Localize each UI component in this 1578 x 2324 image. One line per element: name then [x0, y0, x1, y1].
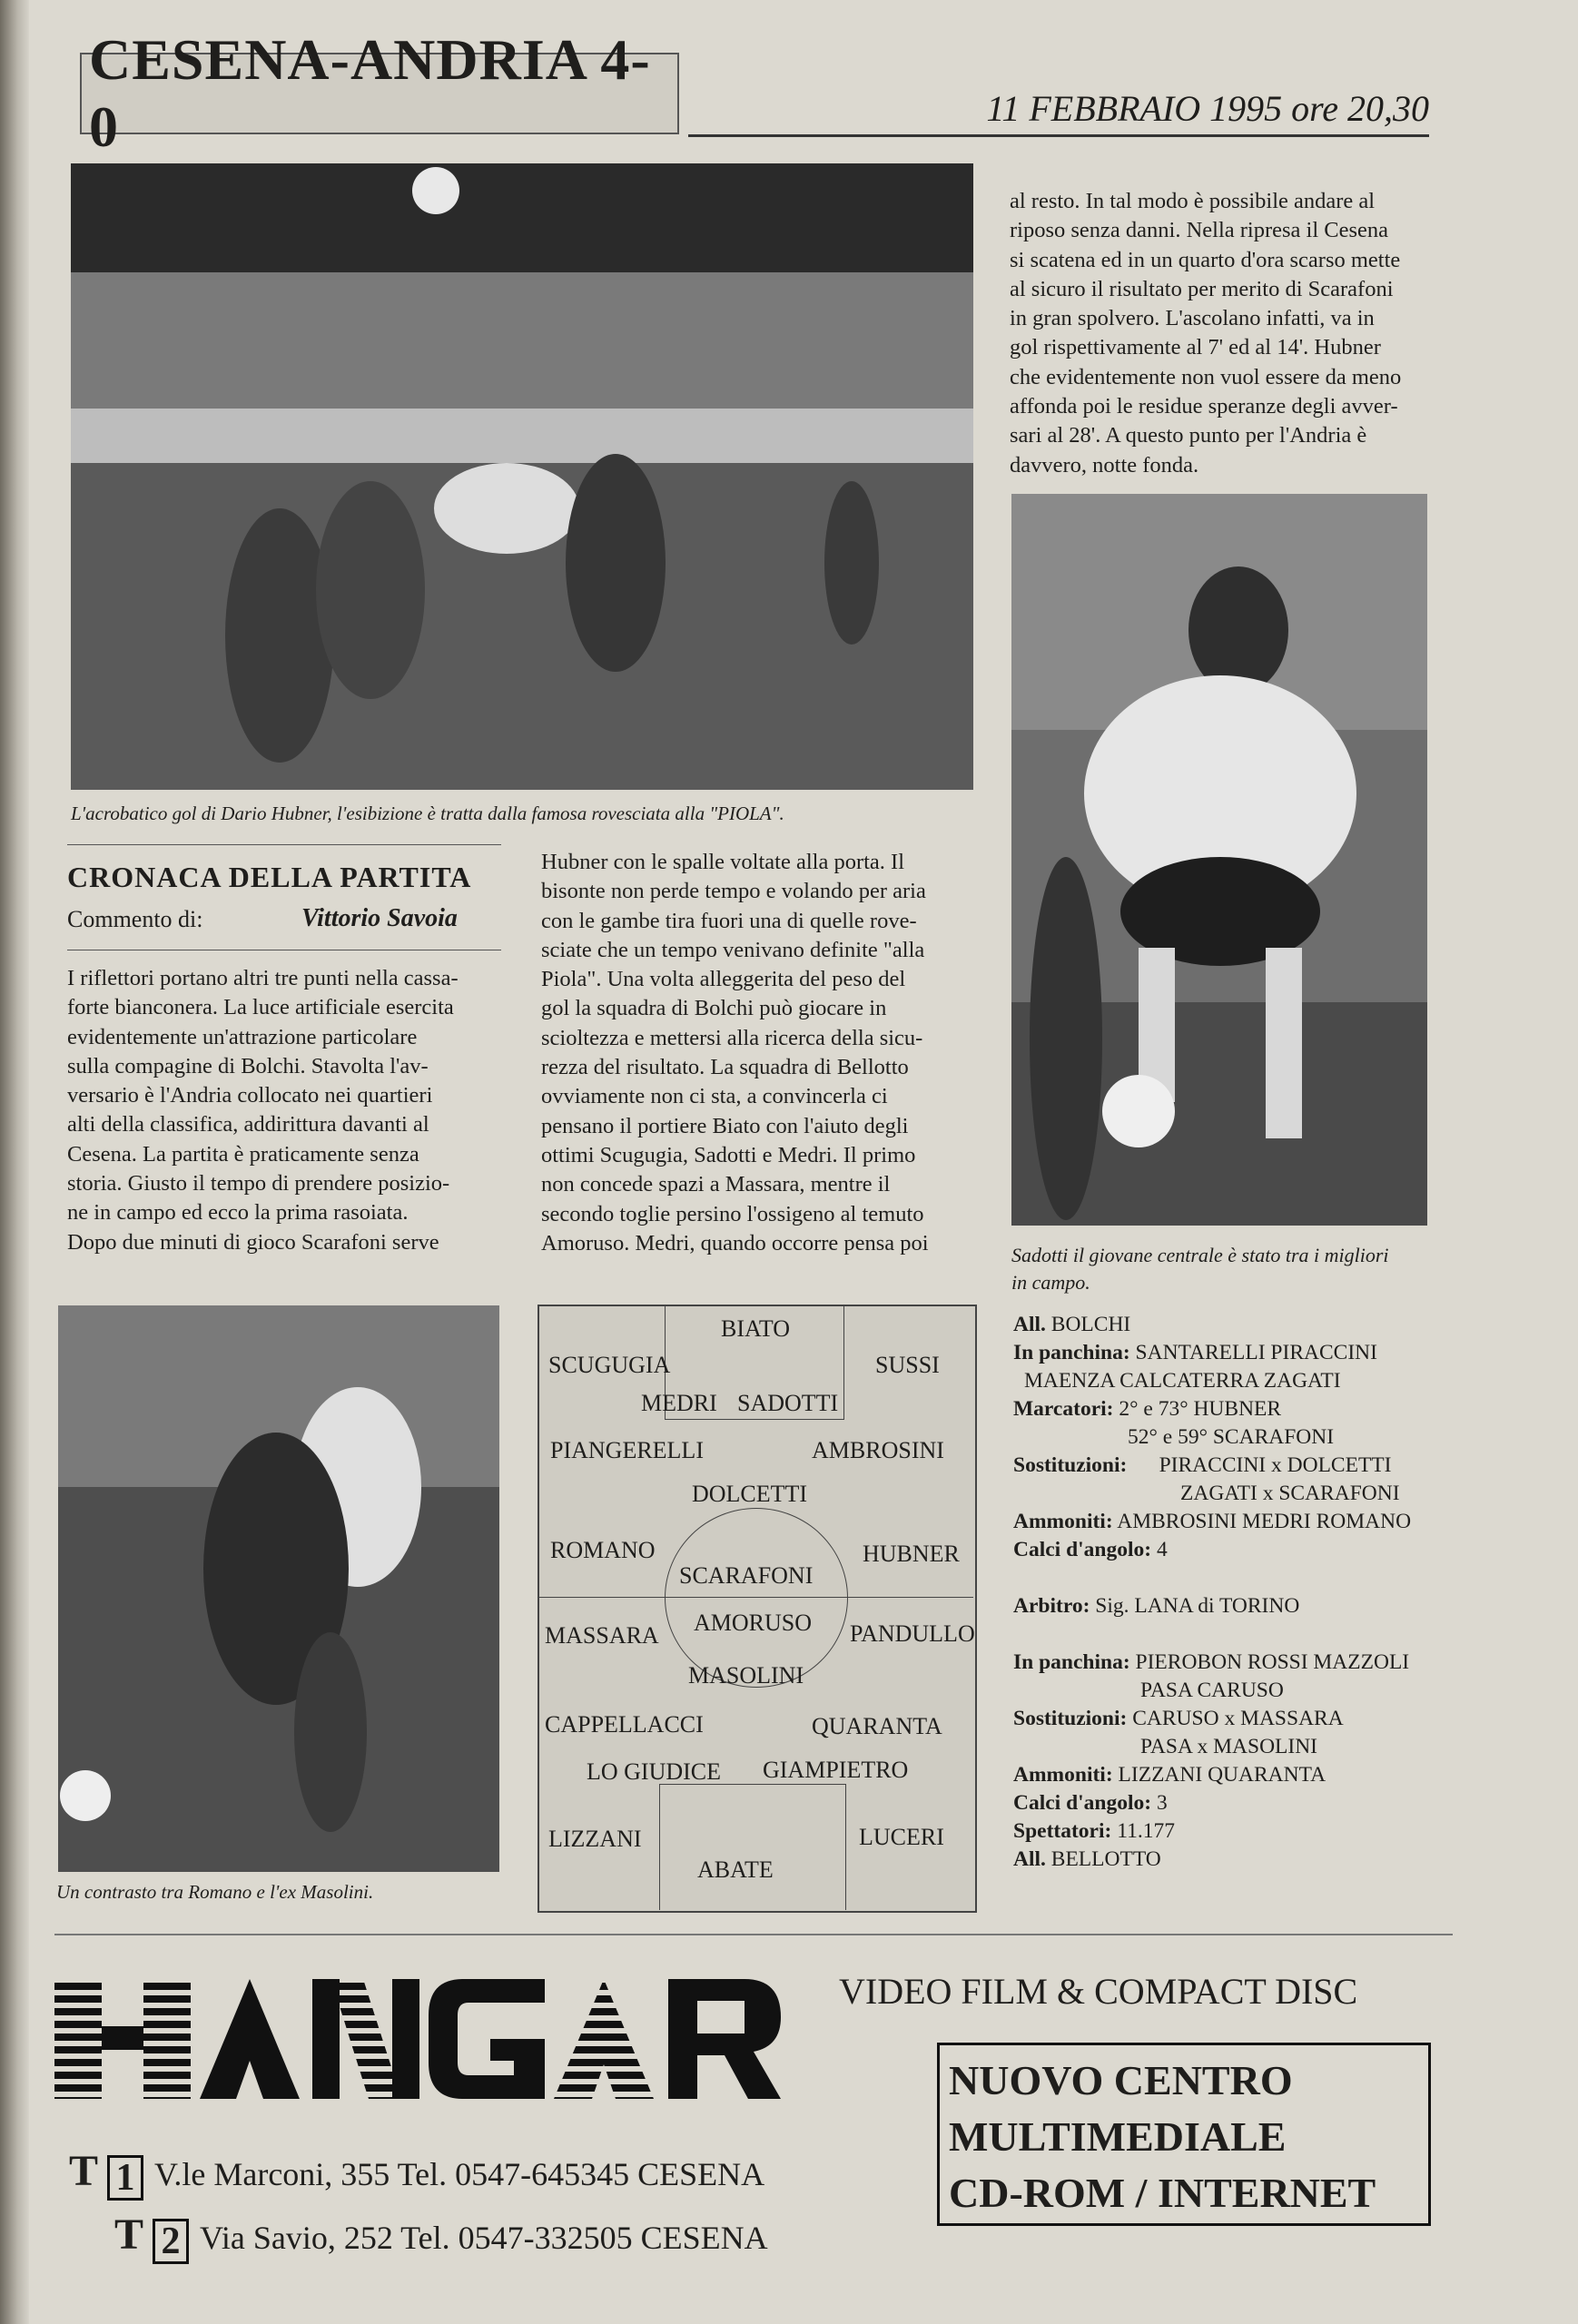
text-line: versario è l'Andria collocato nei quartieri: [67, 1083, 433, 1108]
stat-sostituzioni-andria: [1013, 1705, 1449, 1733]
text-line: non concede spazi a Massara, mentre il: [541, 1172, 891, 1197]
text-line: sulla compagine di Bolchi. Stavolta l'av-: [67, 1053, 429, 1078]
stat-panchina-cesena: [1013, 1339, 1449, 1367]
hangar-logo: [54, 1970, 781, 2111]
stat-ammoniti-andria: [1013, 1761, 1449, 1789]
text-line: in gran spolvero. L'ascolano infatti, va in: [1010, 306, 1375, 331]
player-hubner: HUBNER: [863, 1541, 960, 1567]
match-date: 11 FEBBRAIO 1995 ore 20,30: [986, 88, 1429, 129]
stat-calci-andria: [1013, 1789, 1449, 1817]
text-line: alti della classifica, addirittura davanti al: [67, 1112, 429, 1137]
text-line: pensano il portiere Biato con l'aiuto degli: [541, 1113, 909, 1138]
match-stats: [1013, 1311, 1449, 1874]
stat-value: 2° e 73° HUBNER: [1119, 1397, 1282, 1421]
text-line: ne in campo ed ecco la prima rasoiata.: [67, 1200, 409, 1226]
store-t-letter: T: [69, 2147, 99, 2195]
text-line: al sicuro il risultato per merito di Scarafoni: [1010, 276, 1394, 301]
player-lizzani: LIZZANI: [548, 1826, 642, 1852]
stat-panchina-andria-2: PASA CARUSO: [1140, 1679, 1284, 1702]
text-line: al resto. In tal modo è possibile andare al: [1010, 189, 1376, 213]
hangar-logo-graphic: [54, 1970, 781, 2106]
player-piangerelli: PIANGERELLI: [550, 1437, 704, 1463]
section-title: CRONACA DELLA PARTITA: [67, 861, 472, 893]
player-dolcetti: DOLCETTI: [692, 1481, 808, 1507]
text-line: Cesena. La partita è praticamente senza: [67, 1141, 419, 1167]
stat-ammoniti-cesena: [1013, 1508, 1449, 1536]
right-photo-sadotti: [1011, 494, 1427, 1226]
store-address: V.le Marconi, 355 Tel. 0547-645345 CESENA: [154, 2156, 765, 2192]
ad-tagline: VIDEO FILM & COMPACT DISC: [839, 1971, 1358, 2012]
store-address: Via Savio, 252 Tel. 0547-332505 CESENA: [200, 2220, 768, 2256]
player-masolini: MASOLINI: [688, 1662, 804, 1689]
stat-label: Ammoniti:: [1013, 1763, 1113, 1787]
player-lo-giudice: LO GIUDICE: [587, 1758, 722, 1785]
player-biato: BIATO: [721, 1315, 791, 1342]
text-line: Amoruso. Medri, quando occorre pensa poi: [541, 1230, 929, 1256]
stat-label: Sostituzioni:: [1013, 1453, 1128, 1477]
stat-value: 11.177: [1117, 1819, 1175, 1843]
stat-value: 4: [1156, 1538, 1168, 1561]
stat-allenatore-andria: [1013, 1846, 1449, 1874]
stat-arbitro: [1013, 1592, 1449, 1620]
stat-sostituzioni-cesena-2: ZAGATI x SCARAFONI: [1180, 1482, 1400, 1505]
stat-value: BOLCHI: [1050, 1313, 1131, 1336]
ad-separator: [54, 1934, 1453, 1935]
spacer: [1013, 1620, 1449, 1649]
player-medri: MEDRI: [641, 1390, 717, 1416]
stat-label: Spettatori:: [1013, 1819, 1112, 1843]
text-line: con le gambe tira fuori una di quelle rove-: [541, 908, 917, 933]
match-title: CESENA-ANDRIA 4-0: [89, 27, 651, 159]
box-line: MULTIMEDIALE: [949, 2113, 1287, 2160]
section-top-rule: [67, 844, 501, 845]
spacer: [1013, 1564, 1449, 1592]
store-t-letter: T: [114, 2211, 144, 2259]
stat-value: SANTARELLI PIRACCINI: [1135, 1341, 1377, 1364]
title-box: [80, 27, 679, 159]
player-ambrosini: AMBROSINI: [812, 1437, 944, 1463]
stat-sostituzioni-cesena: [1013, 1452, 1449, 1480]
text-line: rezza del risultato. La squadra di Bellotto: [541, 1055, 909, 1080]
stat-value: 3: [1156, 1791, 1168, 1815]
text-line: Hubner con le spalle voltate alla porta. Il: [541, 850, 905, 874]
stat-marcatori-2: 52° e 59° SCARAFONI: [1128, 1425, 1335, 1449]
text-line: sari al 28'. A questo punto per l'Andria è: [1010, 423, 1367, 448]
stat-sostituzioni-andria-2: PASA x MASOLINI: [1140, 1735, 1318, 1758]
stat-label: Arbitro:: [1013, 1594, 1090, 1618]
store-2: [114, 2210, 768, 2264]
caption-line: Sadotti il giovane centrale è stato tra i migliori: [1011, 1244, 1389, 1266]
caption-line: in campo.: [1011, 1271, 1090, 1294]
article-column-1: [67, 964, 501, 1257]
stat-marcatori: [1013, 1395, 1449, 1423]
text-line: bisonte non perde tempo e volando per aria: [541, 879, 926, 904]
stat-label: All.: [1013, 1313, 1046, 1336]
stat-value: BELLOTTO: [1050, 1847, 1161, 1871]
author-name: Vittorio Savoia: [301, 904, 458, 932]
stat-panchina-cesena-2: MAENZA CALCATERRA ZAGATI: [1024, 1369, 1341, 1393]
store-number-box: 1: [107, 2155, 143, 2201]
stat-value: Sig. LANA di TORINO: [1095, 1594, 1300, 1618]
text-line: storia. Giusto il tempo di prendere posizio-: [67, 1171, 450, 1196]
stat-label: Marcatori:: [1013, 1397, 1114, 1421]
text-line: gol la squadra di Bolchi può giocare in: [541, 996, 887, 1021]
box-line: NUOVO CENTRO: [949, 2057, 1293, 2103]
box-line: CD-ROM / INTERNET: [949, 2170, 1376, 2216]
player-luceri: LUCERI: [859, 1824, 944, 1850]
text-line: forte bianconera. La luce artificiale esercita: [67, 995, 454, 1020]
page-binding-edge: [0, 0, 29, 2324]
text-line: affonda poi le residue speranze degli avver-: [1010, 394, 1398, 419]
stat-value: LIZZANI QUARANTA: [1118, 1763, 1327, 1787]
text-line: sciate che un tempo venivano definite "alla: [541, 937, 925, 962]
text-line: che evidentemente non vuol essere da meno: [1010, 364, 1402, 389]
stat-label: Ammoniti:: [1013, 1510, 1113, 1533]
text-line: I riflettori portano altri tre punti nella cassa-: [67, 966, 459, 990]
main-photo-bicycle-kick: [71, 163, 973, 790]
player-abate: ABATE: [697, 1856, 774, 1883]
text-line: si scatena ed in un quarto d'ora scarso mette: [1010, 247, 1401, 272]
bottom-penalty-box: [659, 1784, 846, 1910]
player-romano: ROMANO: [550, 1537, 656, 1563]
stat-label: Sostituzioni:: [1013, 1707, 1128, 1730]
stat-label: All.: [1013, 1847, 1046, 1871]
text-line: gol rispettivamente al 7' ed al 14'. Hubner: [1010, 335, 1381, 360]
stat-label: In panchina:: [1013, 1650, 1130, 1674]
store-number-box: 2: [153, 2219, 189, 2264]
main-photo-caption: L'acrobatico gol di Dario Hubner, l'esibizione è tratta dalla famosa rovesciata alla "PIOLA".: [71, 803, 784, 824]
small-photo-romano-masolini: [58, 1305, 499, 1872]
player-pandullo: PANDULLO: [850, 1620, 975, 1647]
right-photo-caption: [1011, 1242, 1389, 1296]
stat-value: CARUSO x MASSARA: [1132, 1707, 1344, 1730]
article-column-2: [541, 848, 971, 1258]
stat-value: PIEROBON ROSSI MAZZOLI: [1135, 1650, 1410, 1674]
player-cappellacci: CAPPELLACCI: [545, 1711, 704, 1738]
player-sadotti: SADOTTI: [737, 1390, 839, 1416]
stat-label: In panchina:: [1013, 1341, 1130, 1364]
commento-label: Commento di:: [67, 906, 203, 932]
text-line: ottimi Scugugia, Sadotti e Medri. Il primo: [541, 1142, 916, 1167]
player-scugugia: SCUGUGIA: [548, 1352, 671, 1378]
text-line: riposo senza danni. Nella ripresa il Cesena: [1010, 218, 1389, 243]
stat-value: AMBROSINI MEDRI ROMANO: [1117, 1510, 1412, 1533]
text-line: scioltezza e mettersi alla ricerca della sicu-: [541, 1025, 923, 1050]
small-photo-caption: Un contrasto tra Romano e l'ex Masolini.: [56, 1881, 374, 1903]
stat-value: PIRACCINI x DOLCETTI: [1159, 1453, 1392, 1477]
player-quaranta: QUARANTA: [812, 1713, 942, 1739]
text-line: ovviamente non ci sta, a convincerla ci: [541, 1084, 888, 1109]
text-line: secondo toglie persino l'ossigeno al temuto: [541, 1201, 924, 1226]
text-line: Dopo due minuti di gioco Scarafoni serve: [67, 1229, 439, 1255]
player-sussi: SUSSI: [875, 1352, 940, 1378]
text-line: evidentemente un'attrazione particolare: [67, 1024, 418, 1049]
player-scarafoni: SCARAFONI: [679, 1562, 814, 1589]
text-line: Piola". Una volta alleggerita del peso del: [541, 967, 906, 992]
center-circle: [665, 1508, 848, 1688]
stat-label: Calci d'angolo:: [1013, 1791, 1152, 1815]
text-line: davvero, notte fonda.: [1010, 452, 1199, 478]
article-column-3: [1010, 187, 1433, 480]
formation-diagram: [538, 1305, 977, 1913]
stat-calci-cesena: [1013, 1536, 1449, 1564]
multimedia-box: [937, 2043, 1431, 2226]
player-amoruso: AMORUSO: [694, 1610, 813, 1636]
player-giampietro: GIAMPIETRO: [763, 1757, 909, 1783]
stat-panchina-andria: [1013, 1649, 1449, 1677]
store-1: [69, 2146, 764, 2201]
player-massara: MASSARA: [545, 1622, 659, 1649]
stat-spettatori: [1013, 1817, 1449, 1846]
stat-label: Calci d'angolo:: [1013, 1538, 1152, 1561]
stat-allenatore-cesena: [1013, 1311, 1449, 1339]
